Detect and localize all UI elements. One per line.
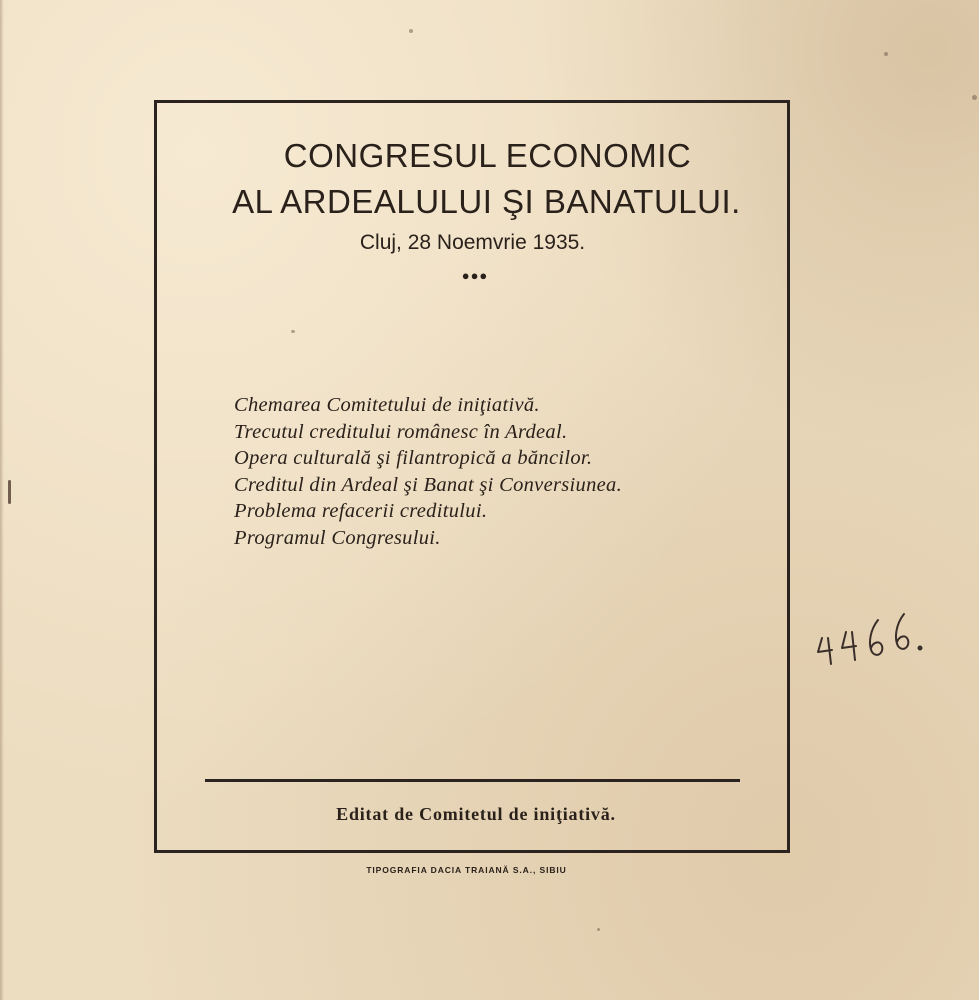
contents-item: Opera culturală şi filantropică a băncilor. <box>234 447 593 469</box>
paper-speck <box>597 928 600 931</box>
event-date: Cluj, 28 Noemvrie 1935. <box>359 231 586 254</box>
publisher-line: Editat de Comitetul de iniţiativă. <box>336 804 616 824</box>
printer-imprint: TIPOGRAFIA DACIA TRAIANĂ S.A., SIBIU <box>366 865 567 875</box>
contents-item: Problema refacerii creditului. <box>234 500 488 522</box>
handwritten-number <box>812 608 932 678</box>
horizontal-rule <box>205 779 740 782</box>
paper-speck <box>972 95 977 100</box>
contents-item: Trecutul creditului românesc în Ardeal. <box>234 420 568 443</box>
contents-item: Creditul din Ardeal şi Banat şi Conversiunea. <box>234 473 622 496</box>
ornament-separator: ●●● <box>461 268 489 283</box>
paper-speck <box>884 52 888 56</box>
paper-speck <box>8 480 11 504</box>
title-line-2: AL ARDEALULUI ŞI BANATULUI. <box>232 183 741 220</box>
title-line-1: CONGRESUL ECONOMIC <box>283 137 692 174</box>
contents-item: Chemarea Comitetului de iniţiativă. <box>234 394 540 416</box>
paper-speck <box>409 29 413 33</box>
contents-list <box>234 392 622 551</box>
contents-item: Programul Congresului. <box>234 526 441 549</box>
